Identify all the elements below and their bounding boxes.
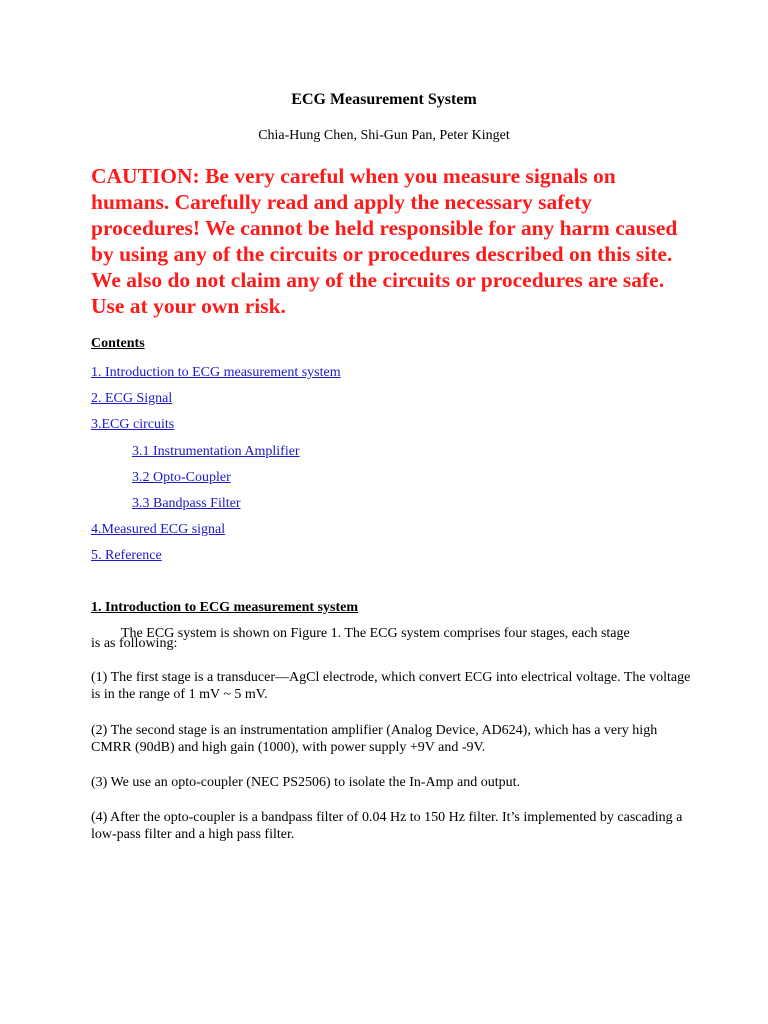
intro-text-line2: is as following: [91,636,178,651]
paragraph-stage-1: (1) The first stage is a transducer—AgCl electrode, which convert ECG into electrical voltage. The voltage is in the range of 1 mV ~ 5 mV. [91,670,691,702]
section-heading-introduction: 1. Introduction to ECG measurement system [91,600,359,615]
contents-heading: Contents [91,336,145,351]
toc-link-instrumentation-amplifier[interactable]: 3.1 Instrumentation Amplifier [132,444,300,459]
toc-link-ecg-circuits[interactable]: 3.ECG circuits [91,417,175,432]
toc-link-introduction[interactable]: 1. Introduction to ECG measurement system [91,365,341,380]
toc-link-bandpass-filter[interactable]: 3.3 Bandpass Filter [132,496,241,511]
toc-link-reference[interactable]: 5. Reference [91,548,162,563]
authors: Chia-Hung Chen, Shi-Gun Pan, Peter Kinget [258,128,510,143]
intro-text-line1: The ECG system is shown on Figure 1. The ECG system comprises four stages, each stage [121,626,630,641]
caution-notice: CAUTION: Be very careful when you measure signals on humans. Carefully read and apply the necessary safety procedures! We cannot be held responsible for any harm caused by using any of the circuits or procedures described on this site. We also do not claim any of the circuits or procedures are safe. Use at your own risk. [91,164,678,318]
toc-link-opto-coupler[interactable]: 3.2 Opto-Coupler [132,470,231,485]
paragraph-stage-2: (2) The second stage is an instrumentation amplifier (Analog Device, AD624), which has a very high CMRR (90dB) and high gain (1000), with power supply +9V and -9V. [91,723,658,755]
page-title: ECG Measurement System [291,91,477,108]
paragraph-stage-4: (4) After the opto-coupler is a bandpass filter of 0.04 Hz to 150 Hz filter. It’s implemented by cascading a low-pass filter and a high pass filter. [91,810,683,842]
toc-link-ecg-signal[interactable]: 2. ECG Signal [91,391,173,406]
paragraph-stage-3: (3) We use an opto-coupler (NEC PS2506) to isolate the In-Amp and output. [91,775,521,790]
toc-link-measured-ecg-signal[interactable]: 4.Measured ECG signal [91,522,226,537]
